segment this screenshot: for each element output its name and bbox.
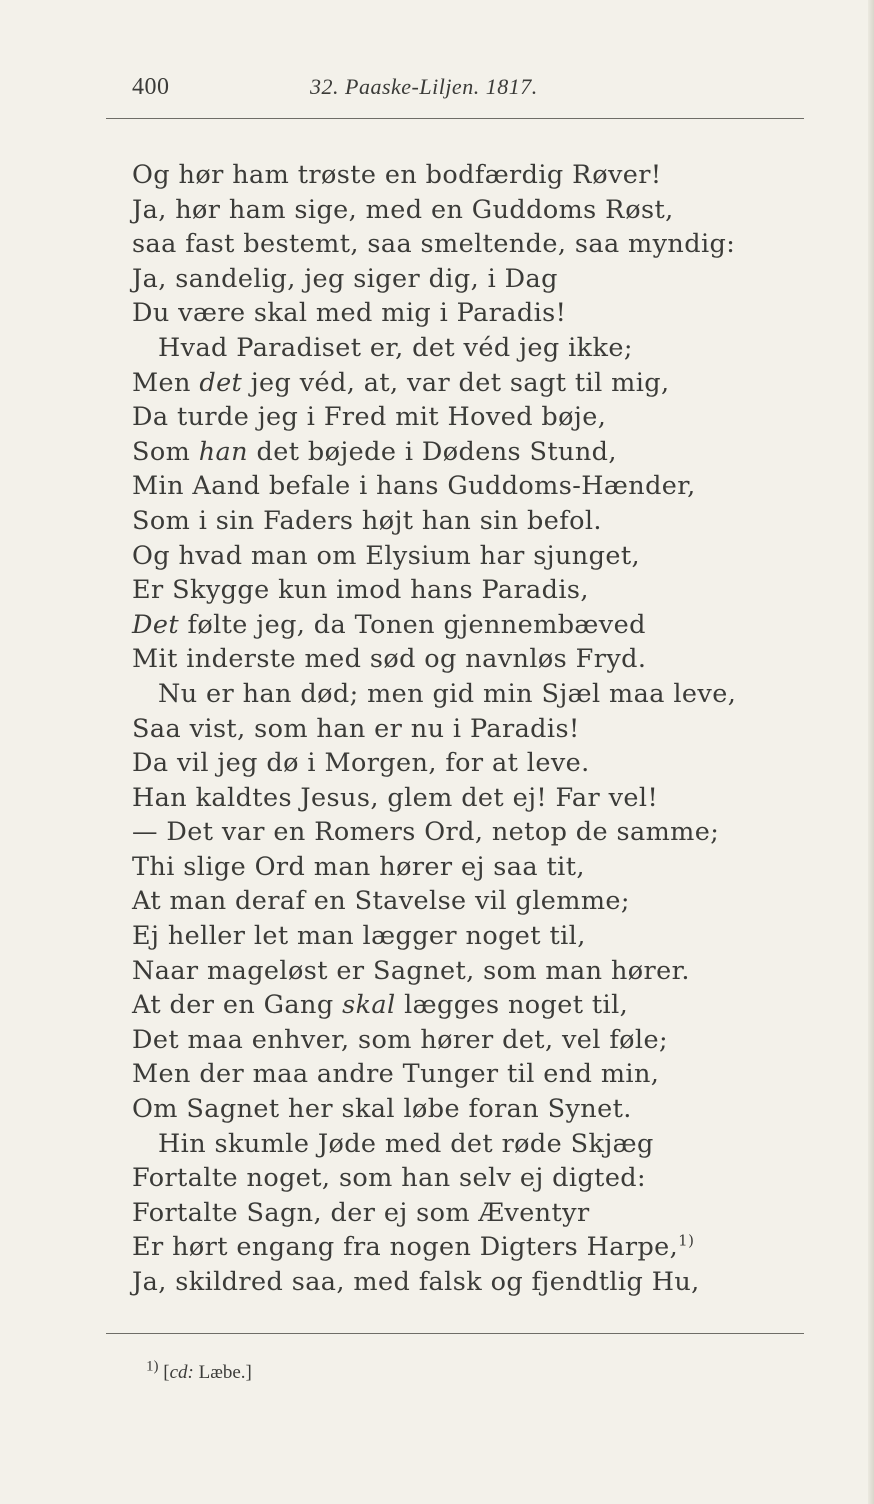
verse-segment: saa fast bestemt, saa smeltende, saa myndig: <box>132 229 736 260</box>
verse-segment: Naar mageløst er Sagnet, som man hører. <box>132 955 690 986</box>
footnote-rule <box>106 1333 804 1334</box>
header-rule <box>106 118 804 119</box>
verse-segment: følte jeg, da Tonen gjennembæved <box>178 609 646 640</box>
verse-segment: Da vil jeg dø i Morgen, for at leve. <box>132 748 590 779</box>
verse-segment: Saa vist, som han er nu i Paradis! <box>132 713 580 744</box>
verse-segment: Du være skal med mig i Paradis! <box>132 298 567 329</box>
footnote-mark: 1) <box>146 1358 159 1375</box>
verse-line <box>132 1127 832 1162</box>
verse-segment: Om Sagnet her skal løbe foran Synet. <box>132 1094 632 1125</box>
verse-line <box>132 712 832 747</box>
verse-line <box>132 227 832 262</box>
verse-segment: Er Skygge kun imod hans Paradis, <box>132 575 589 606</box>
verse-line <box>132 608 832 643</box>
verse-segment: Som <box>132 436 199 467</box>
verse-segment: Nu er han død; men gid min Sjæl maa leve, <box>158 678 737 709</box>
verse-segment: Som i sin Faders højt han sin befol. <box>132 505 602 536</box>
verse-line <box>132 1161 832 1196</box>
verse-segment: det bøjede i Dødens Stund, <box>247 436 617 467</box>
footnote-abbr: cd: <box>169 1362 194 1383</box>
verse-line <box>132 988 832 1023</box>
verse-line <box>132 677 832 712</box>
verse-emphasis: det <box>199 367 243 398</box>
verse-segment: Han kaldtes Jesus, glem det ej! Far vel! <box>132 782 659 813</box>
verse-segment: Og hør ham trøste en bodfærdig Røver! <box>132 160 662 190</box>
verse-segment: Fortalte Sagn, der ej som Æventyr <box>132 1197 590 1228</box>
page-number: 400 <box>132 74 170 100</box>
verse-segment: Ja, skildred saa, med falsk og fjendtlig Hu, <box>132 1267 700 1297</box>
verse-segment: jeg véd, at, var det sagt til mig, <box>242 367 670 398</box>
verse-line <box>132 1196 832 1231</box>
running-title: 32. Paaske-Liljen. 1817. <box>310 74 538 99</box>
verse-segment: Og hvad man om Elysium har sjunget, <box>132 540 641 571</box>
page-header <box>132 74 792 108</box>
verse-line <box>132 919 832 954</box>
footnote-text: Læbe.] <box>193 1362 252 1383</box>
verse-segment: Er hørt engang fra nogen Digters Harpe, <box>132 1232 679 1263</box>
verse-line <box>132 539 832 574</box>
verse-line <box>132 469 832 504</box>
verse-line <box>132 400 832 435</box>
verse-emphasis: Det <box>132 609 179 640</box>
verse-line <box>132 573 832 608</box>
verse-emphasis: han <box>198 436 248 467</box>
verse-line <box>132 954 832 989</box>
verse-segment: Men <box>132 367 200 398</box>
verse-line <box>132 781 832 816</box>
verse-line <box>132 262 832 297</box>
verse-segment: lægges noget til, <box>395 990 629 1021</box>
verse-emphasis: skal <box>342 990 396 1021</box>
verse-line <box>132 296 832 331</box>
verse-segment: — Det var en Romers Ord, netop de samme; <box>132 817 720 848</box>
verse-line <box>132 193 832 228</box>
verse-segment: Det maa enhver, som hører det, vel føle; <box>132 1024 668 1055</box>
page-edge <box>868 0 874 1504</box>
verse-segment: At der en Gang <box>132 990 343 1021</box>
verse-segment: Fortalte noget, som han selv ej digted: <box>132 1163 647 1194</box>
verse-segment: Min Aand befale i hans Guddoms-Hænder, <box>132 471 696 502</box>
verse-line <box>132 1057 832 1092</box>
verse-line <box>132 1265 832 1300</box>
verse-segment: Thi slige Ord man hører ej saa tit, <box>132 851 585 882</box>
verse-line <box>132 366 832 401</box>
verse-segment: Hvad Paradiset er, det véd jeg ikke; <box>158 332 633 363</box>
verse-line <box>132 1023 832 1058</box>
verse-segment: Mit inderste med sød og navnløs Fryd. <box>132 644 647 675</box>
verse-segment: Ja, sandelig, jeg siger dig, i Dag <box>132 263 558 294</box>
verse-line <box>132 815 832 850</box>
verse-segment: Hin skumle Jøde med det røde Skjæg <box>158 1128 654 1159</box>
verse-line <box>132 746 832 781</box>
verse-line <box>132 1092 832 1127</box>
footnote-open-bracket: [ <box>163 1362 170 1383</box>
verse-segment: Da turde jeg i Fred mit Hoved bøje, <box>132 402 607 433</box>
verse-line <box>132 642 832 677</box>
verse-line <box>132 850 832 885</box>
verse-line <box>132 158 832 193</box>
verse-segment: Men der maa andre Tunger til end min, <box>132 1059 660 1090</box>
verse-segment: Ja, hør ham sige, med en Guddoms Røst, <box>132 194 674 225</box>
verse-segment: At man deraf en Stavelse vil glemme; <box>132 886 630 917</box>
footnote <box>146 1358 252 1384</box>
verse-line <box>132 504 832 539</box>
footnote-reference: 1) <box>678 1231 695 1250</box>
verse-line <box>132 884 832 919</box>
verse-line <box>132 1230 832 1265</box>
verse-segment: Ej heller let man lægger noget til, <box>132 921 586 952</box>
verse-line <box>132 331 832 366</box>
verse-line <box>132 435 832 470</box>
poem-text <box>132 158 832 1300</box>
